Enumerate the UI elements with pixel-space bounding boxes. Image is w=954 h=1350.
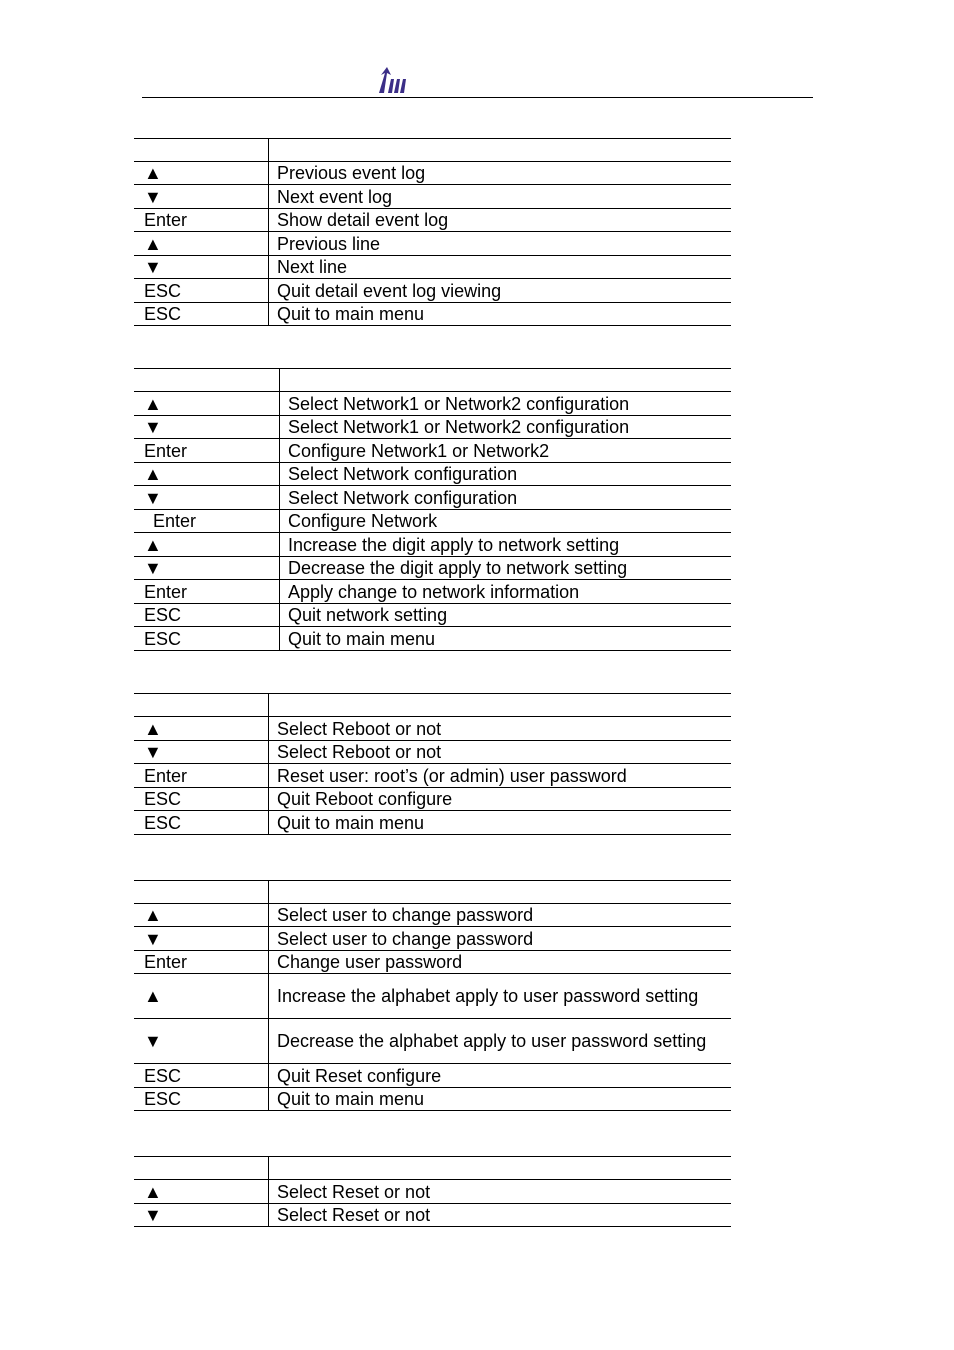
- key-cell: ▼: [144, 742, 162, 762]
- description-cell: Configure Network1 or Network2: [279, 439, 731, 462]
- description-cell: Quit detail event log viewing: [268, 279, 731, 302]
- table-header-row: [134, 880, 731, 904]
- table-row: [134, 580, 731, 604]
- key-cell: ▼: [144, 558, 162, 578]
- description-cell: Reset user: root’s (or admin) user password: [268, 764, 731, 787]
- description-cell: Quit to main menu: [279, 627, 731, 650]
- description-cell: Configure Network: [279, 510, 731, 532]
- table-header-row: [134, 1156, 731, 1180]
- key-cell: [134, 694, 268, 716]
- table-row: [134, 416, 731, 439]
- description-cell: Select Reset or not: [268, 1180, 731, 1203]
- description-cell: Quit to main menu: [268, 303, 731, 325]
- table-row: [134, 904, 731, 927]
- table-row: [134, 463, 731, 486]
- table-row: [134, 533, 731, 557]
- description-cell: [268, 139, 731, 161]
- description-cell: Select Reset or not: [268, 1204, 731, 1226]
- description-text: Increase the alphabet apply to user password setting: [277, 986, 699, 1006]
- description-cell: Quit Reset configure: [268, 1064, 731, 1087]
- description-cell: [268, 694, 731, 716]
- description-cell: Show detail event log: [268, 209, 731, 231]
- table-row: [134, 1088, 731, 1111]
- description-cell: [268, 974, 731, 1018]
- key-cell: ▼: [144, 1205, 162, 1225]
- key-cell: Enter: [153, 511, 197, 531]
- table-row: [134, 279, 731, 303]
- event-log-key-table: [134, 138, 731, 326]
- reboot-key-table: [134, 693, 731, 835]
- description-cell: Quit network setting: [279, 604, 731, 626]
- description-cell: Previous event log: [268, 162, 731, 184]
- table-row: [134, 604, 731, 627]
- table-row: [134, 1180, 731, 1204]
- description-cell: Quit Reboot configure: [268, 788, 731, 810]
- key-cell: Enter: [144, 952, 188, 972]
- key-cell: [134, 369, 279, 391]
- table-row: [134, 741, 731, 764]
- key-cell: ESC: [144, 812, 182, 833]
- description-cell: Apply change to network information: [279, 580, 731, 603]
- key-cell: ▲: [144, 905, 162, 925]
- table-row: [134, 1019, 731, 1064]
- description-cell: [279, 369, 731, 391]
- table-row: [134, 717, 731, 741]
- table-row: [134, 185, 731, 209]
- key-cell: ESC: [144, 605, 182, 625]
- description-text: Decrease the alphabet apply to user password setting: [277, 1031, 707, 1051]
- key-cell: ▼: [144, 257, 162, 277]
- table-row: [134, 927, 731, 951]
- description-cell: Quit to main menu: [268, 1088, 731, 1110]
- table-row: [134, 256, 731, 279]
- table-row: [134, 811, 731, 835]
- key-cell: ▲: [144, 464, 162, 484]
- key-cell: [134, 139, 268, 161]
- key-cell: ESC: [144, 628, 182, 649]
- description-cell: Change user password: [268, 951, 731, 973]
- description-cell: Select user to change password: [268, 904, 731, 926]
- table-row: [134, 1204, 731, 1227]
- key-cell: ▲: [144, 718, 162, 739]
- key-cell: Enter: [144, 581, 188, 602]
- description-cell: [268, 1157, 731, 1179]
- description-cell: Select Reboot or not: [268, 717, 731, 740]
- key-cell: ESC: [144, 1065, 182, 1086]
- table-row: [134, 439, 731, 463]
- table-header-row: [134, 138, 731, 162]
- key-cell: ▲: [144, 233, 162, 254]
- key-cell: ▲: [144, 163, 162, 183]
- table-row: [134, 486, 731, 510]
- description-cell: Select Network configuration: [279, 486, 731, 509]
- table-row: [134, 392, 731, 416]
- table-row: [134, 162, 731, 185]
- description-cell: Select Network configuration: [279, 463, 731, 485]
- key-cell: ESC: [144, 280, 182, 301]
- key-cell: ESC: [144, 789, 182, 809]
- table-row: [134, 788, 731, 811]
- table-row: [134, 209, 731, 232]
- key-cell: Enter: [144, 440, 188, 461]
- description-cell: Select Network1 or Network2 configuration: [279, 416, 731, 438]
- description-cell: [268, 881, 731, 903]
- key-cell: [134, 1157, 268, 1179]
- table-row: [134, 1064, 731, 1088]
- key-cell: [134, 881, 268, 903]
- password-key-table: [134, 880, 731, 1111]
- key-cell: ▲: [144, 986, 162, 1006]
- key-cell: ESC: [144, 304, 182, 324]
- key-cell: ▲: [144, 1181, 162, 1202]
- description-cell: Select Network1 or Network2 configuration: [279, 392, 731, 415]
- description-cell: Quit to main menu: [268, 811, 731, 834]
- header-rule: [142, 97, 813, 98]
- key-cell: Enter: [144, 765, 188, 786]
- table-header-row: [134, 693, 731, 717]
- description-cell: Previous line: [268, 232, 731, 255]
- description-cell: [268, 1019, 731, 1063]
- description-cell: Select Reboot or not: [268, 741, 731, 763]
- key-cell: Enter: [144, 210, 188, 230]
- key-cell: ▼: [144, 417, 162, 437]
- description-cell: Next line: [268, 256, 731, 278]
- table-row: [134, 627, 731, 651]
- table-row: [134, 232, 731, 256]
- table-row: [134, 951, 731, 974]
- table-row: [134, 557, 731, 580]
- key-cell: ESC: [144, 1089, 182, 1109]
- key-cell: ▲: [144, 393, 162, 414]
- table-row: [134, 974, 731, 1019]
- table-header-row: [134, 368, 731, 392]
- description-cell: Decrease the digit apply to network setting: [279, 557, 731, 579]
- description-cell: Increase the digit apply to network setting: [279, 533, 731, 556]
- key-cell: ▼: [144, 928, 162, 949]
- table-row: [134, 303, 731, 326]
- key-cell: ▼: [144, 186, 162, 207]
- key-cell: ▲: [144, 534, 162, 555]
- company-logo-icon: [377, 67, 407, 95]
- table-row: [134, 510, 731, 533]
- network-key-table: [134, 368, 731, 651]
- key-cell: ▼: [144, 487, 162, 508]
- description-cell: Next event log: [268, 185, 731, 208]
- table-row: [134, 764, 731, 788]
- key-cell: ▼: [144, 1031, 162, 1051]
- description-cell: Select user to change password: [268, 927, 731, 950]
- reset-key-table: [134, 1156, 731, 1227]
